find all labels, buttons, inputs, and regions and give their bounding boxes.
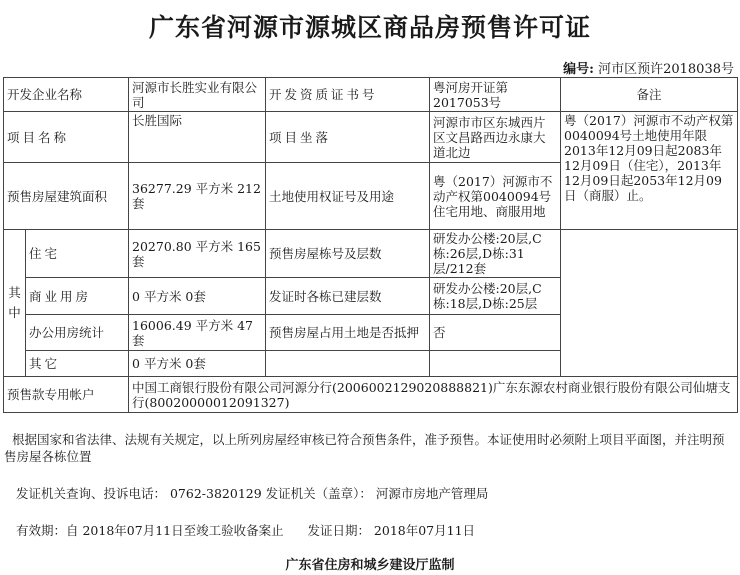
contact-line: 发证机关查询、投诉电话： 0762-3820129 发证机关（盖章）： 河源市房地产管理局 — [16, 486, 489, 501]
land-value: 粤（2017）河源市不动产权第0040094号 住宅用地、商服用地 — [430, 163, 561, 230]
cert-value: 粤河房开证第2017053号 — [430, 78, 561, 112]
permit-number-value: 河市区预许2018038号 — [598, 62, 734, 77]
row-account — [4, 377, 738, 413]
residential-value: 20270.80 平方米 165套 — [129, 230, 266, 278]
office-value: 16006.49 平方米 47套 — [129, 315, 266, 351]
buildings-value: 研发办公楼:20层,C栋:26层,D栋:31层/212套 — [430, 230, 561, 278]
mortgage-value: 否 — [430, 315, 561, 351]
row-developer — [4, 78, 738, 112]
row-project — [4, 112, 738, 163]
blank-cell-a — [266, 351, 430, 377]
commercial-value: 0 平方米 0套 — [129, 278, 266, 315]
issuer-footer: 广东省住房和城乡建设厅监制 — [285, 558, 455, 573]
other-value: 0 平方米 0套 — [129, 351, 266, 377]
other-label: 其它 — [26, 351, 129, 377]
office-label: 办公用房统计 — [26, 315, 129, 351]
validity-line: 有效期：自 2018年07月11日至竣工验收备案止 发证日期： 2018年07月11日 — [16, 523, 476, 538]
of-which-label: 其中 — [4, 230, 26, 377]
location-label: 项目坐落 — [266, 112, 430, 163]
cert-label: 开发资质证书号 — [266, 78, 430, 112]
residential-label: 住宅 — [26, 230, 129, 278]
mortgage-label: 预售房屋占用土地是否抵押 — [266, 315, 430, 351]
developer-label: 开发企业名称 — [4, 78, 129, 112]
document-title: 广东省河源市源城区商品房预售许可证 — [148, 13, 591, 42]
floors-built-label: 发证时各栋已建层数 — [266, 278, 430, 315]
land-label: 土地使用权证号及用途 — [266, 163, 430, 230]
account-value: 中国工商银行股份有限公司河源分行(2006002129020888821)广东东源农村商业银行股份有限公司仙塘支行(80020000012091327) — [129, 377, 738, 413]
area-value: 36277.29 平方米 212套 — [129, 163, 266, 230]
permit-table — [3, 77, 738, 413]
blank-cell-b — [430, 351, 561, 377]
buildings-label: 预售房屋栋号及层数 — [266, 230, 430, 278]
developer-value: 河源市长胜实业有限公司 — [129, 78, 266, 112]
permit-number-label: 编号: — [563, 62, 594, 77]
project-label: 项目名称 — [4, 112, 129, 163]
location-value: 河源市市区东城西片区文昌路西边永康大道北边 — [430, 112, 561, 163]
area-label: 预售房屋建筑面积 — [4, 163, 129, 230]
project-value: 长胜国际 — [129, 112, 266, 163]
remark-label: 备注 — [561, 78, 738, 112]
floors-built-value: 研发办公楼:20层,C栋:18层,D栋:25层 — [430, 278, 561, 315]
remark-blank — [561, 230, 738, 377]
permit-number — [563, 58, 734, 77]
statement-text: 根据国家和省法律、法规有关规定，以上所列房屋经审核已符合预售条件，准予预售。本证使用时必须附上项目平面图，并注明预售房屋各栋位置 — [4, 432, 725, 464]
row-residential — [4, 230, 738, 278]
commercial-label: 商业用房 — [26, 278, 129, 315]
remark-value: 粤（2017）河源市不动产权第0040094号土地使用年限2013年12月09日起2083年12月09日（住宅），2013年12月09日起2053年12月09日（商服）止。 — [561, 112, 738, 230]
account-label: 预售款专用帐户 — [4, 377, 129, 413]
